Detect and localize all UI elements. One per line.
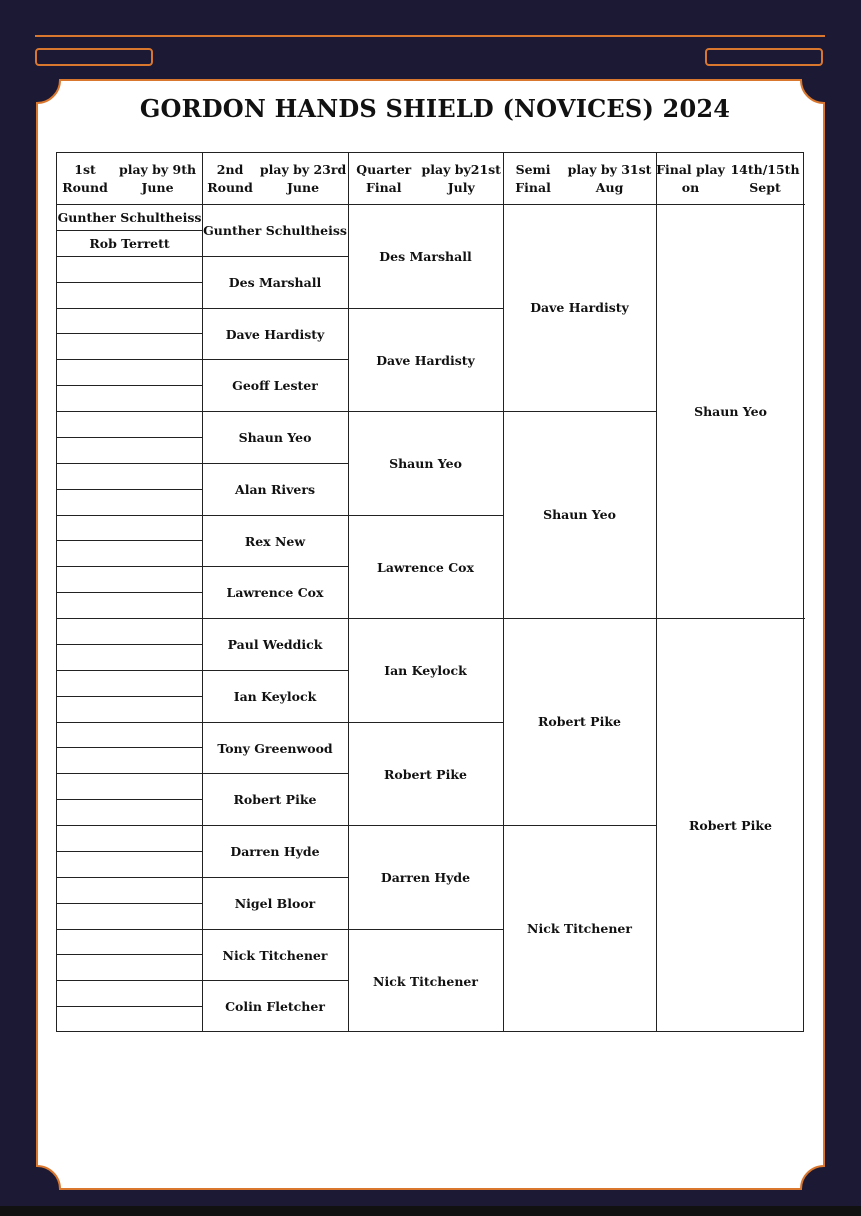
round2-slot: Robert Pike — [233, 791, 317, 807]
column-deadline: play by 9th June — [118, 161, 197, 195]
round2-slot: Lawrence Cox — [226, 584, 324, 600]
round1-slot — [57, 540, 202, 566]
round1-slot — [57, 515, 202, 541]
column-title: Final play on — [656, 161, 725, 195]
final-slot: Robert Pike — [689, 817, 772, 833]
round1-slot — [57, 722, 202, 748]
round1-slot — [57, 282, 202, 308]
column-header — [348, 153, 503, 204]
round1-slot — [57, 644, 202, 670]
round1-slot — [57, 437, 202, 463]
round1-slot — [57, 747, 202, 773]
page-title: GORDON HANDS SHIELD (NOVICES) 2024 — [139, 94, 731, 123]
round1-slot — [57, 333, 202, 359]
tournament-bracket — [56, 152, 804, 1032]
round1-slot — [57, 566, 202, 592]
round1-slot — [57, 929, 202, 955]
round2-slot: Gunther Schultheiss — [203, 222, 347, 238]
round1-slot — [57, 618, 202, 644]
column-header — [656, 153, 805, 204]
round1-slot — [57, 851, 202, 877]
round1-slot — [57, 308, 202, 334]
semi-final-slot: Robert Pike — [538, 714, 621, 729]
round1-slot — [57, 359, 202, 385]
round2-slot: Nigel Bloor — [234, 895, 316, 911]
quarter-final-slot: Darren Hyde — [380, 869, 471, 885]
column-header — [202, 153, 348, 204]
column-title: 1st Round — [62, 161, 108, 195]
round1-slot — [57, 411, 202, 437]
semi-final-slot: Nick Titchener — [527, 921, 632, 936]
bottom-edge — [0, 1206, 861, 1216]
round2-slot: Alan Rivers — [235, 481, 315, 497]
column-title: Quarter Final — [356, 161, 412, 195]
quarter-final-slot: Robert Pike — [384, 766, 467, 782]
round1-slot: Gunther Schultheiss — [57, 209, 202, 225]
quarter-final-slot: Nick Titchener — [373, 973, 478, 989]
column-deadline: play by21st July — [421, 161, 501, 195]
round1-slot — [57, 696, 202, 722]
quarter-final-slot: Dave Hardisty — [376, 352, 475, 368]
quarter-final-slot: Shaun Yeo — [389, 455, 462, 471]
quarter-final-slot: Ian Keylock — [384, 662, 467, 678]
round1-slot — [57, 877, 202, 903]
round2-slot: Dave Hardisty — [225, 326, 325, 342]
round1-slot — [57, 670, 202, 696]
column-deadline: 14th/15th Sept — [730, 161, 800, 195]
round1-slot — [57, 903, 202, 929]
round1-slot — [57, 980, 202, 1006]
round1-slot — [57, 799, 202, 825]
round2-slot: Darren Hyde — [230, 843, 320, 859]
column-header — [503, 153, 656, 204]
round1-slot — [57, 385, 202, 411]
round1-slot — [57, 825, 202, 851]
round1-slot — [57, 773, 202, 799]
column-title: 2nd Round — [207, 161, 253, 195]
round2-slot: Rex New — [244, 533, 306, 549]
round2-slot: Colin Fletcher — [225, 998, 325, 1014]
round1-slot — [57, 592, 202, 618]
semi-final-slot: Shaun Yeo — [543, 507, 616, 522]
column-header — [57, 153, 202, 204]
column-deadline: play by 31st Aug — [567, 161, 652, 195]
quarter-final-slot: Lawrence Cox — [377, 559, 474, 575]
round1-slot — [57, 1006, 202, 1032]
round2-slot: Nick Titchener — [222, 947, 328, 963]
quarter-final-slot: Des Marshall — [379, 248, 472, 264]
round1-slot — [57, 256, 202, 282]
round1-slot — [57, 954, 202, 980]
column-title: Semi Final — [515, 161, 551, 195]
final-slot: Shaun Yeo — [694, 403, 767, 419]
semi-final-slot: Dave Hardisty — [530, 300, 629, 315]
round2-slot: Tony Greenwood — [217, 740, 333, 756]
round2-slot: Geoff Lester — [232, 377, 318, 393]
column-deadline: play by 23rd June — [259, 161, 347, 195]
round1-slot: Rob Terrett — [89, 235, 170, 251]
round2-slot: Des Marshall — [228, 274, 322, 290]
round2-slot: Ian Keylock — [233, 688, 317, 704]
round2-slot: Paul Weddick — [227, 636, 323, 652]
round2-slot: Shaun Yeo — [238, 429, 312, 445]
round1-slot — [57, 489, 202, 515]
round1-slot — [57, 463, 202, 489]
